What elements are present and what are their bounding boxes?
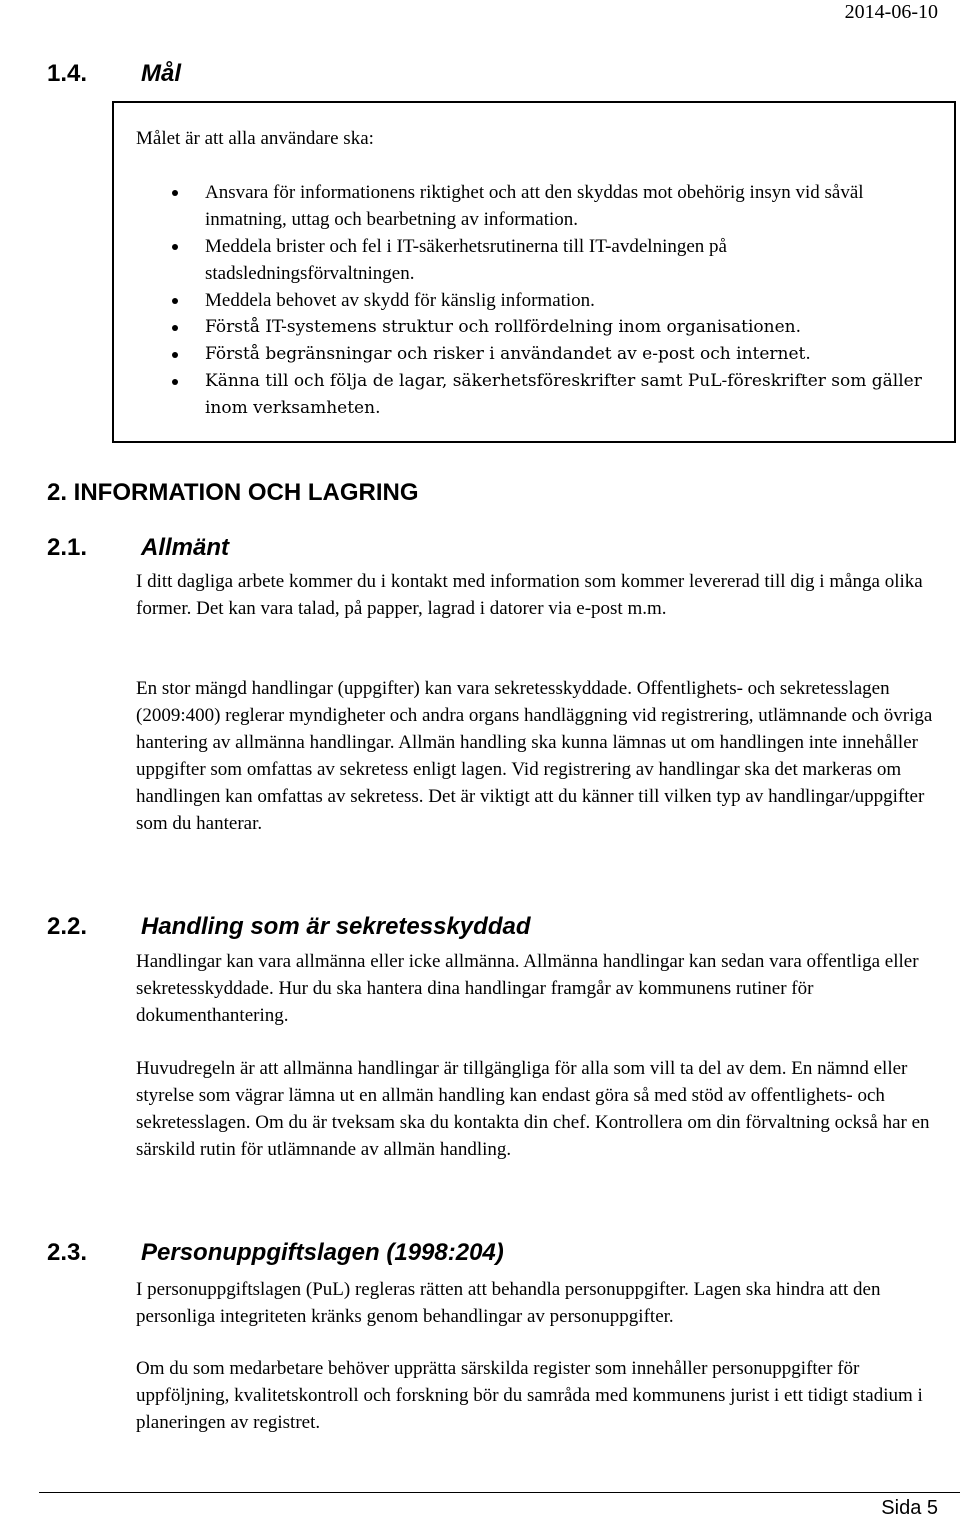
goal-list xyxy=(114,179,954,422)
section-title: Handling som är sekretesskyddad xyxy=(141,913,531,940)
bullet-icon xyxy=(172,190,178,196)
section-heading-2-1 xyxy=(47,533,647,563)
goal-intro: Målet är att alla användare ska: xyxy=(136,128,374,149)
list-item-text: Meddela brister och fel i IT-säkerhetsrutinerna till IT-avdelningen på stadsledningsförvaltningen. xyxy=(205,236,727,284)
bullet-icon xyxy=(172,352,178,358)
paragraph: Om du som medarbetare behöver upprätta särskilda register som innehåller personuppgifter för uppföljning, kvalitetskontroll och forskning bör du samråda med kommunens jurist i ett tidigt stadium i planeringen av registret. xyxy=(136,1358,923,1433)
list-item xyxy=(114,233,954,287)
section-heading-2-3 xyxy=(47,1238,747,1268)
paragraph: En stor mängd handlingar (uppgifter) kan vara sekretesskyddade. Offentlighets- och sekretesslagen (2009:400) reglerar myndigheter och andra organs handläggning vid registrering, utlämnande och övriga hantering av allmänna handlingar. Allmän handling ska kunna lämnas ut om handlingen inte innehåller uppgifter som omfattas av sekretess enligt lagen. Vid registrering av handlingar ska det markeras om handlingen kan omfattas av sekretess. Det är viktigt att du känner till vilken typ av handlingar/uppgifter som du hanterar. xyxy=(136,678,933,834)
list-item-text: Förstå begränsningar och risker i användandet av e-post och internet. xyxy=(205,344,811,364)
list-item-text: Känna till och följa de lagar, säkerhetsföreskrifter samt PuL-föreskrifter som gäller inom verksamheten. xyxy=(205,371,922,418)
header-date: 2014-06-10 xyxy=(844,1,938,23)
bullet-icon xyxy=(172,325,178,331)
list-item xyxy=(114,314,954,341)
section-title: Allmänt xyxy=(141,534,230,561)
list-item-text: Meddela behovet av skydd för känslig information. xyxy=(205,290,595,311)
section-title: Mål xyxy=(141,60,182,87)
chapter-heading: 2. INFORMATION OCH LAGRING xyxy=(47,479,419,506)
list-item-text: Ansvara för informationens riktighet och att den skyddas mot obehörig insyn vid såväl inmatning, uttag och bearbetning av information. xyxy=(205,182,864,230)
bullet-icon xyxy=(172,244,178,250)
page-number: Sida 5 xyxy=(881,1497,938,1519)
bullet-icon xyxy=(172,298,178,304)
goal-box xyxy=(112,101,956,443)
list-item-text: Förstå IT-systemens struktur och rollfördelning inom organisationen. xyxy=(205,317,802,337)
section-number: 2.3. xyxy=(47,1239,88,1266)
list-item xyxy=(114,341,954,368)
paragraph: I ditt dagliga arbete kommer du i kontakt med information som kommer levererad till dig i många olika former. Det kan vara talad, på papper, lagrad i datorer via e-post m.m. xyxy=(136,571,923,619)
paragraph: I personuppgiftslagen (PuL) regleras rätten att behandla personuppgifter. Lagen ska hindra att den personliga integriteten kränks genom behandlingar av personuppgifter. xyxy=(136,1279,881,1327)
paragraph: Huvudregeln är att allmänna handlingar är tillgängliga för alla som vill ta del av dem. En nämnd eller styrelse som vägrar lämna ut en allmän handling kan endast göra så med stöd av offentlighets- och sekretesslagen. Om du är tveksam ska du kontakta din chef. Kontrollera om din förvaltning också har en särskild rutin för utlämnande av allmän handling. xyxy=(136,1058,930,1160)
paragraph: Handlingar kan vara allmänna eller icke allmänna. Allmänna handlingar kan sedan vara offentliga eller sekretesskyddade. Hur du ska hantera dina handlingar framgår av kommunens rutiner för dokumenthantering. xyxy=(136,951,919,1026)
section-number: 1.4. xyxy=(47,60,88,87)
list-item xyxy=(114,179,954,233)
section-number: 2.2. xyxy=(47,913,88,940)
section-number: 2.1. xyxy=(47,534,88,561)
section-heading-2-2 xyxy=(47,912,747,942)
section-title: Personuppgiftslagen (1998:204) xyxy=(141,1239,504,1266)
footer-divider xyxy=(39,1492,960,1493)
bullet-icon xyxy=(172,379,178,385)
list-item xyxy=(114,368,954,422)
list-item xyxy=(114,287,954,314)
section-heading-1-4 xyxy=(47,59,647,89)
